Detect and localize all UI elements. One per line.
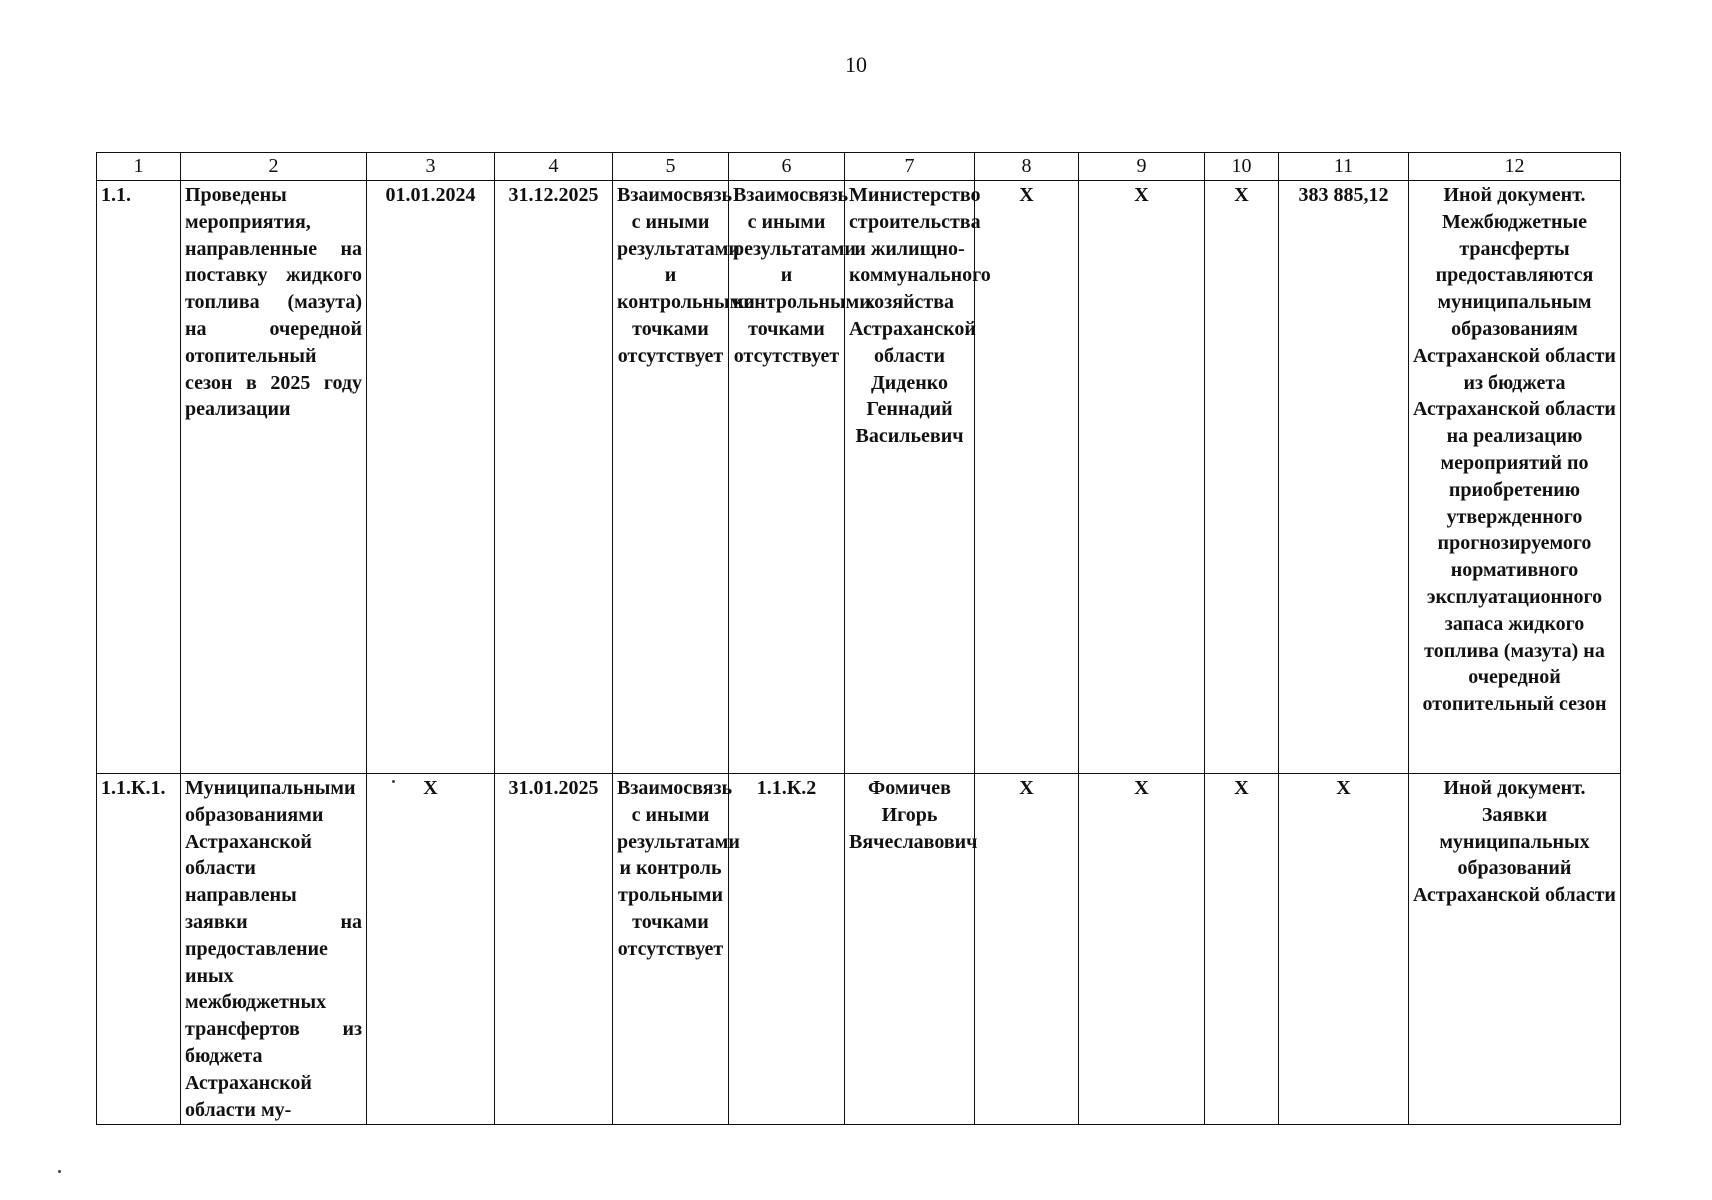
row-number-cell: 1.1.К.1. <box>97 774 181 1125</box>
document-cell: Иной документ. Заявки муниципальных образований Астраханской области <box>1409 774 1621 1125</box>
predecessor-cell: Взаимосвязь с иными результатами и контрольными точками отсутствует <box>613 181 729 774</box>
page-number: 10 <box>845 52 867 77</box>
responsible-cell: Фомичев Игорь Вячеславович <box>845 774 975 1125</box>
document-cell: Иной документ. Межбюджетные трансферты предоставляются муниципальным образованиям Астраханской области из бюджета Астраханской области на реализацию мероприятий по приобретению утвержденного прогнозируемого нормативного эксплуатационного запаса жидкого топлива (мазута) на очередной отопительный сезон <box>1409 181 1621 774</box>
amount-cell: X <box>1279 774 1409 1125</box>
column-header-9: 9 <box>1079 153 1205 181</box>
header-row <box>97 153 1621 181</box>
start-date-cell: 01.01.2024 <box>367 181 495 774</box>
column-header-5: 5 <box>613 153 729 181</box>
table-row <box>97 774 1621 1125</box>
scan-speck <box>392 780 395 783</box>
table-row <box>97 181 1621 774</box>
result-name-cell: Проведены мероприятия, направленные на поставку жидкого топлива (мазута) на очередной отопительный сезон в 2025 году реализации <box>181 181 367 774</box>
column-8-cell: X <box>975 774 1079 1125</box>
end-date-cell: 31.01.2025 <box>495 774 613 1125</box>
column-header-7: 7 <box>845 153 975 181</box>
responsible-cell: Министерство строительства и жилищно-коммунального хозяйства Астраханской области Диденко Геннадий Васильевич <box>845 181 975 774</box>
row-number-cell: 1.1. <box>97 181 181 774</box>
column-header-6: 6 <box>729 153 845 181</box>
result-name-cell: Муниципальными образованиями Астраханской области направлены заявки на предоставление иных межбюджетных трансфертов из бюджета Астраханской области му- <box>181 774 367 1125</box>
column-header-3: 3 <box>367 153 495 181</box>
start-date-cell: X <box>367 774 495 1125</box>
results-table <box>96 152 1621 1125</box>
successor-cell: 1.1.К.2 <box>729 774 845 1125</box>
column-header-1: 1 <box>97 153 181 181</box>
column-header-4: 4 <box>495 153 613 181</box>
column-9-cell: X <box>1079 181 1205 774</box>
column-header-10: 10 <box>1205 153 1279 181</box>
scan-speck <box>58 1170 61 1173</box>
column-header-11: 11 <box>1279 153 1409 181</box>
column-header-12: 12 <box>1409 153 1621 181</box>
successor-cell: Взаимосвязь с иными результатами и контрольными точками отсутствует <box>729 181 845 774</box>
column-10-cell: X <box>1205 181 1279 774</box>
amount-cell: 383 885,12 <box>1279 181 1409 774</box>
column-header-2: 2 <box>181 153 367 181</box>
column-9-cell: X <box>1079 774 1205 1125</box>
column-8-cell: X <box>975 181 1079 774</box>
column-10-cell: X <box>1205 774 1279 1125</box>
end-date-cell: 31.12.2025 <box>495 181 613 774</box>
predecessor-cell: Взаимосвязь с иными результатами и контроль трольными точками отсутствует <box>613 774 729 1125</box>
column-header-8: 8 <box>975 153 1079 181</box>
